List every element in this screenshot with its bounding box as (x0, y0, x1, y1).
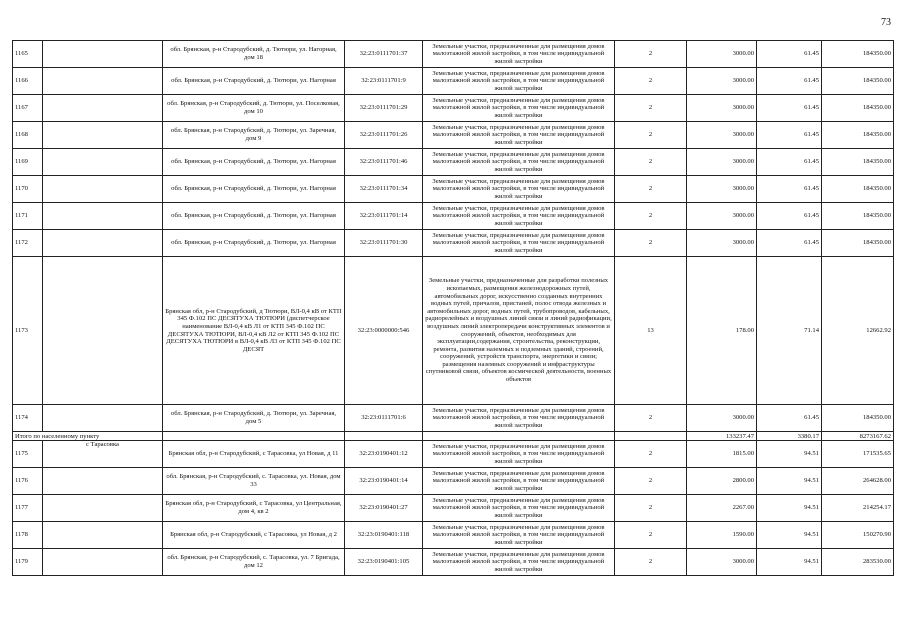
total-area: 133237.47 (687, 432, 757, 441)
cadastral-number: 32:23:0111701:9 (345, 68, 423, 95)
row-number: 1170 (13, 176, 43, 203)
total-row (13, 432, 894, 441)
table-row (13, 549, 894, 576)
row-number: 1168 (13, 122, 43, 149)
locality-name (43, 495, 163, 522)
cadastral-number: 32:23:0190401:27 (345, 495, 423, 522)
area-value: 3000.00 (687, 122, 757, 149)
table-row (13, 149, 894, 176)
area-value: 1815.00 (687, 441, 757, 468)
cadastral-number: 32:23:0111701:37 (345, 41, 423, 68)
rate-value: 94.51 (757, 468, 822, 495)
land-use-type: Земельные участки, предназначенные для размещения домов малоэтажной жилой застройки, в том числе индивидуальной жилой застройки (423, 203, 615, 230)
category-code: 2 (615, 549, 687, 576)
address-cell: обл. Брянская, р-н Стародубский, с. Тарасовка, ул. 7 Бригада, дом 12 (163, 549, 345, 576)
category-code: 2 (615, 522, 687, 549)
cadastral-number: 32:23:0111701:34 (345, 176, 423, 203)
land-use-type: Земельные участки, предназначенные для размещения домов малоэтажной жилой застройки, в том числе индивидуальной жилой застройки (423, 441, 615, 468)
rate-value: 94.51 (757, 549, 822, 576)
cadastral-number: 32:23:0111701:26 (345, 122, 423, 149)
area-value: 2800.00 (687, 468, 757, 495)
row-number: 1167 (13, 95, 43, 122)
cadastral-value: 264628.00 (822, 468, 894, 495)
area-value: 3000.00 (687, 68, 757, 95)
area-value: 1590.00 (687, 522, 757, 549)
table-row (13, 203, 894, 230)
land-use-type: Земельные участки, предназначенные для разработки полезных ископаемых, размещения железнодорожных путей, автомобильных дорог, искусственно созданных внутренних водных путей, причалов, пристаней, полос отвода железных и автомобильных дорог, водных путей, трубопроводов, кабельных, радиорелейных и воздушных линий связи и линий радиофикации, воздушных линий электропередачи конструктивных элементов и сооружений, объектов, необходимых для эксплуатации,содержания, строительства, реконструкции, ремонта, развития наземных и подземных зданий, строений, сооружений, устройств транспорта, энергетики и связи; размещения наземных сооружений и инфраструктуры спутниковой связи, объектов космической деятельности, военных объектов (423, 257, 615, 405)
total-value: 8273167.62 (822, 432, 894, 441)
row-number: 1171 (13, 203, 43, 230)
land-use-type: Земельные участки, предназначенные для размещения домов малоэтажной жилой застройки, в том числе индивидуальной жилой застройки (423, 68, 615, 95)
cadastral-value: 184350.00 (822, 68, 894, 95)
category-code: 2 (615, 176, 687, 203)
land-use-type: Земельные участки, предназначенные для размещения домов малоэтажной жилой застройки, в том числе индивидуальной жилой застройки (423, 122, 615, 149)
land-use-type: Земельные участки, предназначенные для размещения домов малоэтажной жилой застройки, в том числе индивидуальной жилой застройки (423, 405, 615, 432)
address-cell: Брянская обл, р-н Стародубский, с Тарасовка, ул Новая, д 2 (163, 522, 345, 549)
locality-name (43, 68, 163, 95)
category-code: 2 (615, 203, 687, 230)
table-row (13, 522, 894, 549)
area-value: 3000.00 (687, 41, 757, 68)
address-cell: обл. Брянская, р-н Стародубский, д. Тютюри, ул. Заречная, дом 9 (163, 122, 345, 149)
locality-name (43, 122, 163, 149)
row-number: 1174 (13, 405, 43, 432)
row-number: 1165 (13, 41, 43, 68)
locality-name (43, 405, 163, 432)
area-value: 3000.00 (687, 230, 757, 257)
rate-value: 61.45 (757, 95, 822, 122)
cadastral-value: 184350.00 (822, 176, 894, 203)
cadastral-number: 32:23:0111701:30 (345, 230, 423, 257)
cadastral-number: 32:23:0111701:46 (345, 149, 423, 176)
area-value: 3000.00 (687, 95, 757, 122)
cadastral-value: 184350.00 (822, 230, 894, 257)
cadastral-value: 150270.90 (822, 522, 894, 549)
address-cell: Брянская обл, р-н Стародубский, д Тютюри, ВЛ-0,4 кВ от КТП 345 Ф.102 ПС ДЕСЯТУХА ТЮТЮРИ (диспетчерское наименование ВЛ-0,4 кВ Л1 от КТП 345 Ф.102 ПС ДЕСЯТУХА ТЮТЮРИ, ВЛ-0,4 кВ Л2 от КТП 345 Ф.102 ПС ДЕСЯТУХА ТЮТЮРИ в ВЛ-0,4 кВ Л3 от КТП 345 Ф.102 ПС ДЕСЯТ (163, 257, 345, 405)
land-register-table (12, 40, 894, 576)
land-use-type: Земельные участки, предназначенные для размещения домов малоэтажной жилой застройки, в том числе индивидуальной жилой застройки (423, 522, 615, 549)
cadastral-value: 283530.00 (822, 549, 894, 576)
total-rate: 3380.17 (757, 432, 822, 441)
locality-name (43, 468, 163, 495)
rate-value: 61.45 (757, 41, 822, 68)
rate-value: 61.45 (757, 68, 822, 95)
category-code: 2 (615, 122, 687, 149)
locality-name (43, 41, 163, 68)
address-cell: обл. Брянская, р-н Стародубский, д. Тютюри, ул. Нагорная (163, 203, 345, 230)
land-use-type: Земельные участки, предназначенные для размещения домов малоэтажной жилой застройки, в том числе индивидуальной жилой застройки (423, 41, 615, 68)
locality-name (43, 257, 163, 405)
rate-value: 61.45 (757, 176, 822, 203)
rate-value: 94.51 (757, 441, 822, 468)
table-row (13, 495, 894, 522)
address-cell: Брянская обл, р-н Стародубский, с Тарасовка, ул Центральная, дом 4, кв 2 (163, 495, 345, 522)
cadastral-value: 184350.00 (822, 95, 894, 122)
rate-value: 61.45 (757, 405, 822, 432)
land-use-type: Земельные участки, предназначенные для размещения домов малоэтажной жилой застройки, в том числе индивидуальной жилой застройки (423, 95, 615, 122)
rate-value: 61.45 (757, 230, 822, 257)
category-code: 2 (615, 68, 687, 95)
table-row (13, 41, 894, 68)
row-number: 1175 (13, 441, 43, 468)
cadastral-value: 184350.00 (822, 149, 894, 176)
cadastral-number: 32:23:0190401:12 (345, 441, 423, 468)
row-number: 1178 (13, 522, 43, 549)
cadastral-value: 184350.00 (822, 405, 894, 432)
locality-name: с Тарасовка (43, 441, 163, 468)
rate-value: 94.51 (757, 522, 822, 549)
area-value: 3000.00 (687, 549, 757, 576)
cadastral-number: 32:23:0190401:118 (345, 522, 423, 549)
row-number: 1166 (13, 68, 43, 95)
cadastral-value: 12662.92 (822, 257, 894, 405)
address-cell: обл. Брянская, р-н Стародубский, д. Тютюри, ул. Заречная, дом 5 (163, 405, 345, 432)
area-value: 178.00 (687, 257, 757, 405)
area-value: 3000.00 (687, 149, 757, 176)
table-row (13, 441, 894, 468)
rate-value: 61.45 (757, 203, 822, 230)
cadastral-number: 32:23:0000000:546 (345, 257, 423, 405)
category-code: 2 (615, 149, 687, 176)
category-code: 2 (615, 468, 687, 495)
locality-name (43, 95, 163, 122)
locality-name (43, 522, 163, 549)
locality-name (43, 203, 163, 230)
cadastral-number: 32:23:0111701:6 (345, 405, 423, 432)
address-cell: обл. Брянская, р-н Стародубский, д. Тютюри, ул. Нагорная (163, 176, 345, 203)
category-code: 2 (615, 41, 687, 68)
category-code: 2 (615, 405, 687, 432)
address-cell: обл. Брянская, р-н Стародубский, д. Тютюри, ул. Нагорная (163, 230, 345, 257)
address-cell: обл. Брянская, р-н Стародубский, д. Тютюри, ул. Нагорная (163, 68, 345, 95)
row-number: 1179 (13, 549, 43, 576)
category-code: 2 (615, 441, 687, 468)
table-row (13, 176, 894, 203)
rate-value: 61.45 (757, 122, 822, 149)
locality-name (43, 176, 163, 203)
row-number: 1177 (13, 495, 43, 522)
row-number: 1172 (13, 230, 43, 257)
cadastral-number: 32:23:0190401:14 (345, 468, 423, 495)
rate-value: 94.51 (757, 495, 822, 522)
table-row (13, 468, 894, 495)
cadastral-value: 184350.00 (822, 122, 894, 149)
table-row (13, 257, 894, 405)
cadastral-value: 184350.00 (822, 203, 894, 230)
row-number: 1176 (13, 468, 43, 495)
table-row (13, 68, 894, 95)
cadastral-value: 171535.65 (822, 441, 894, 468)
category-code: 2 (615, 230, 687, 257)
locality-name (43, 149, 163, 176)
area-value: 3000.00 (687, 176, 757, 203)
page-number: 73 (881, 17, 891, 28)
cadastral-value: 214254.17 (822, 495, 894, 522)
cadastral-value: 184350.00 (822, 41, 894, 68)
category-code: 13 (615, 257, 687, 405)
land-use-type: Земельные участки, предназначенные для размещения домов малоэтажной жилой застройки, в том числе индивидуальной жилой застройки (423, 149, 615, 176)
table-row (13, 230, 894, 257)
cadastral-number: 32:23:0111701:29 (345, 95, 423, 122)
area-value: 3000.00 (687, 405, 757, 432)
locality-name (43, 230, 163, 257)
row-number: 1169 (13, 149, 43, 176)
land-use-type: Земельные участки, предназначенные для размещения домов малоэтажной жилой застройки, в том числе индивидуальной жилой застройки (423, 230, 615, 257)
area-value: 3000.00 (687, 203, 757, 230)
table-row (13, 95, 894, 122)
address-cell: обл. Брянская, р-н Стародубский, с. Тарасовка, ул. Новая, дом 33 (163, 468, 345, 495)
rate-value: 71.14 (757, 257, 822, 405)
address-cell: обл. Брянская, р-н Стародубский, д. Тютюри, ул. Нагорная (163, 149, 345, 176)
category-code: 2 (615, 95, 687, 122)
land-use-type: Земельные участки, предназначенные для размещения домов малоэтажной жилой застройки, в том числе индивидуальной жилой застройки (423, 176, 615, 203)
locality-name (43, 549, 163, 576)
area-value: 2267.00 (687, 495, 757, 522)
land-use-type: Земельные участки, предназначенные для размещения домов малоэтажной жилой застройки, в том числе индивидуальной жилой застройки (423, 495, 615, 522)
land-use-type: Земельные участки, предназначенные для размещения домов малоэтажной жилой застройки, в том числе индивидуальной жилой застройки (423, 468, 615, 495)
address-cell: Брянская обл, р-н Стародубский, с Тарасовка, ул Новая, д 11 (163, 441, 345, 468)
total-label: Итого по населенному пункту (13, 432, 163, 441)
cadastral-number: 32:23:0190401:105 (345, 549, 423, 576)
row-number: 1173 (13, 257, 43, 405)
land-use-type: Земельные участки, предназначенные для размещения домов малоэтажной жилой застройки, в том числе индивидуальной жилой застройки (423, 549, 615, 576)
address-cell: обл. Брянская, р-н Стародубский, д. Тютюри, ул. Нагорная, дом 18 (163, 41, 345, 68)
table-row (13, 122, 894, 149)
category-code: 2 (615, 495, 687, 522)
cadastral-number: 32:23:0111701:14 (345, 203, 423, 230)
address-cell: обл. Брянская, р-н Стародубский, д. Тютюри, ул. Поселковая, дом 10 (163, 95, 345, 122)
table-row (13, 405, 894, 432)
rate-value: 61.45 (757, 149, 822, 176)
